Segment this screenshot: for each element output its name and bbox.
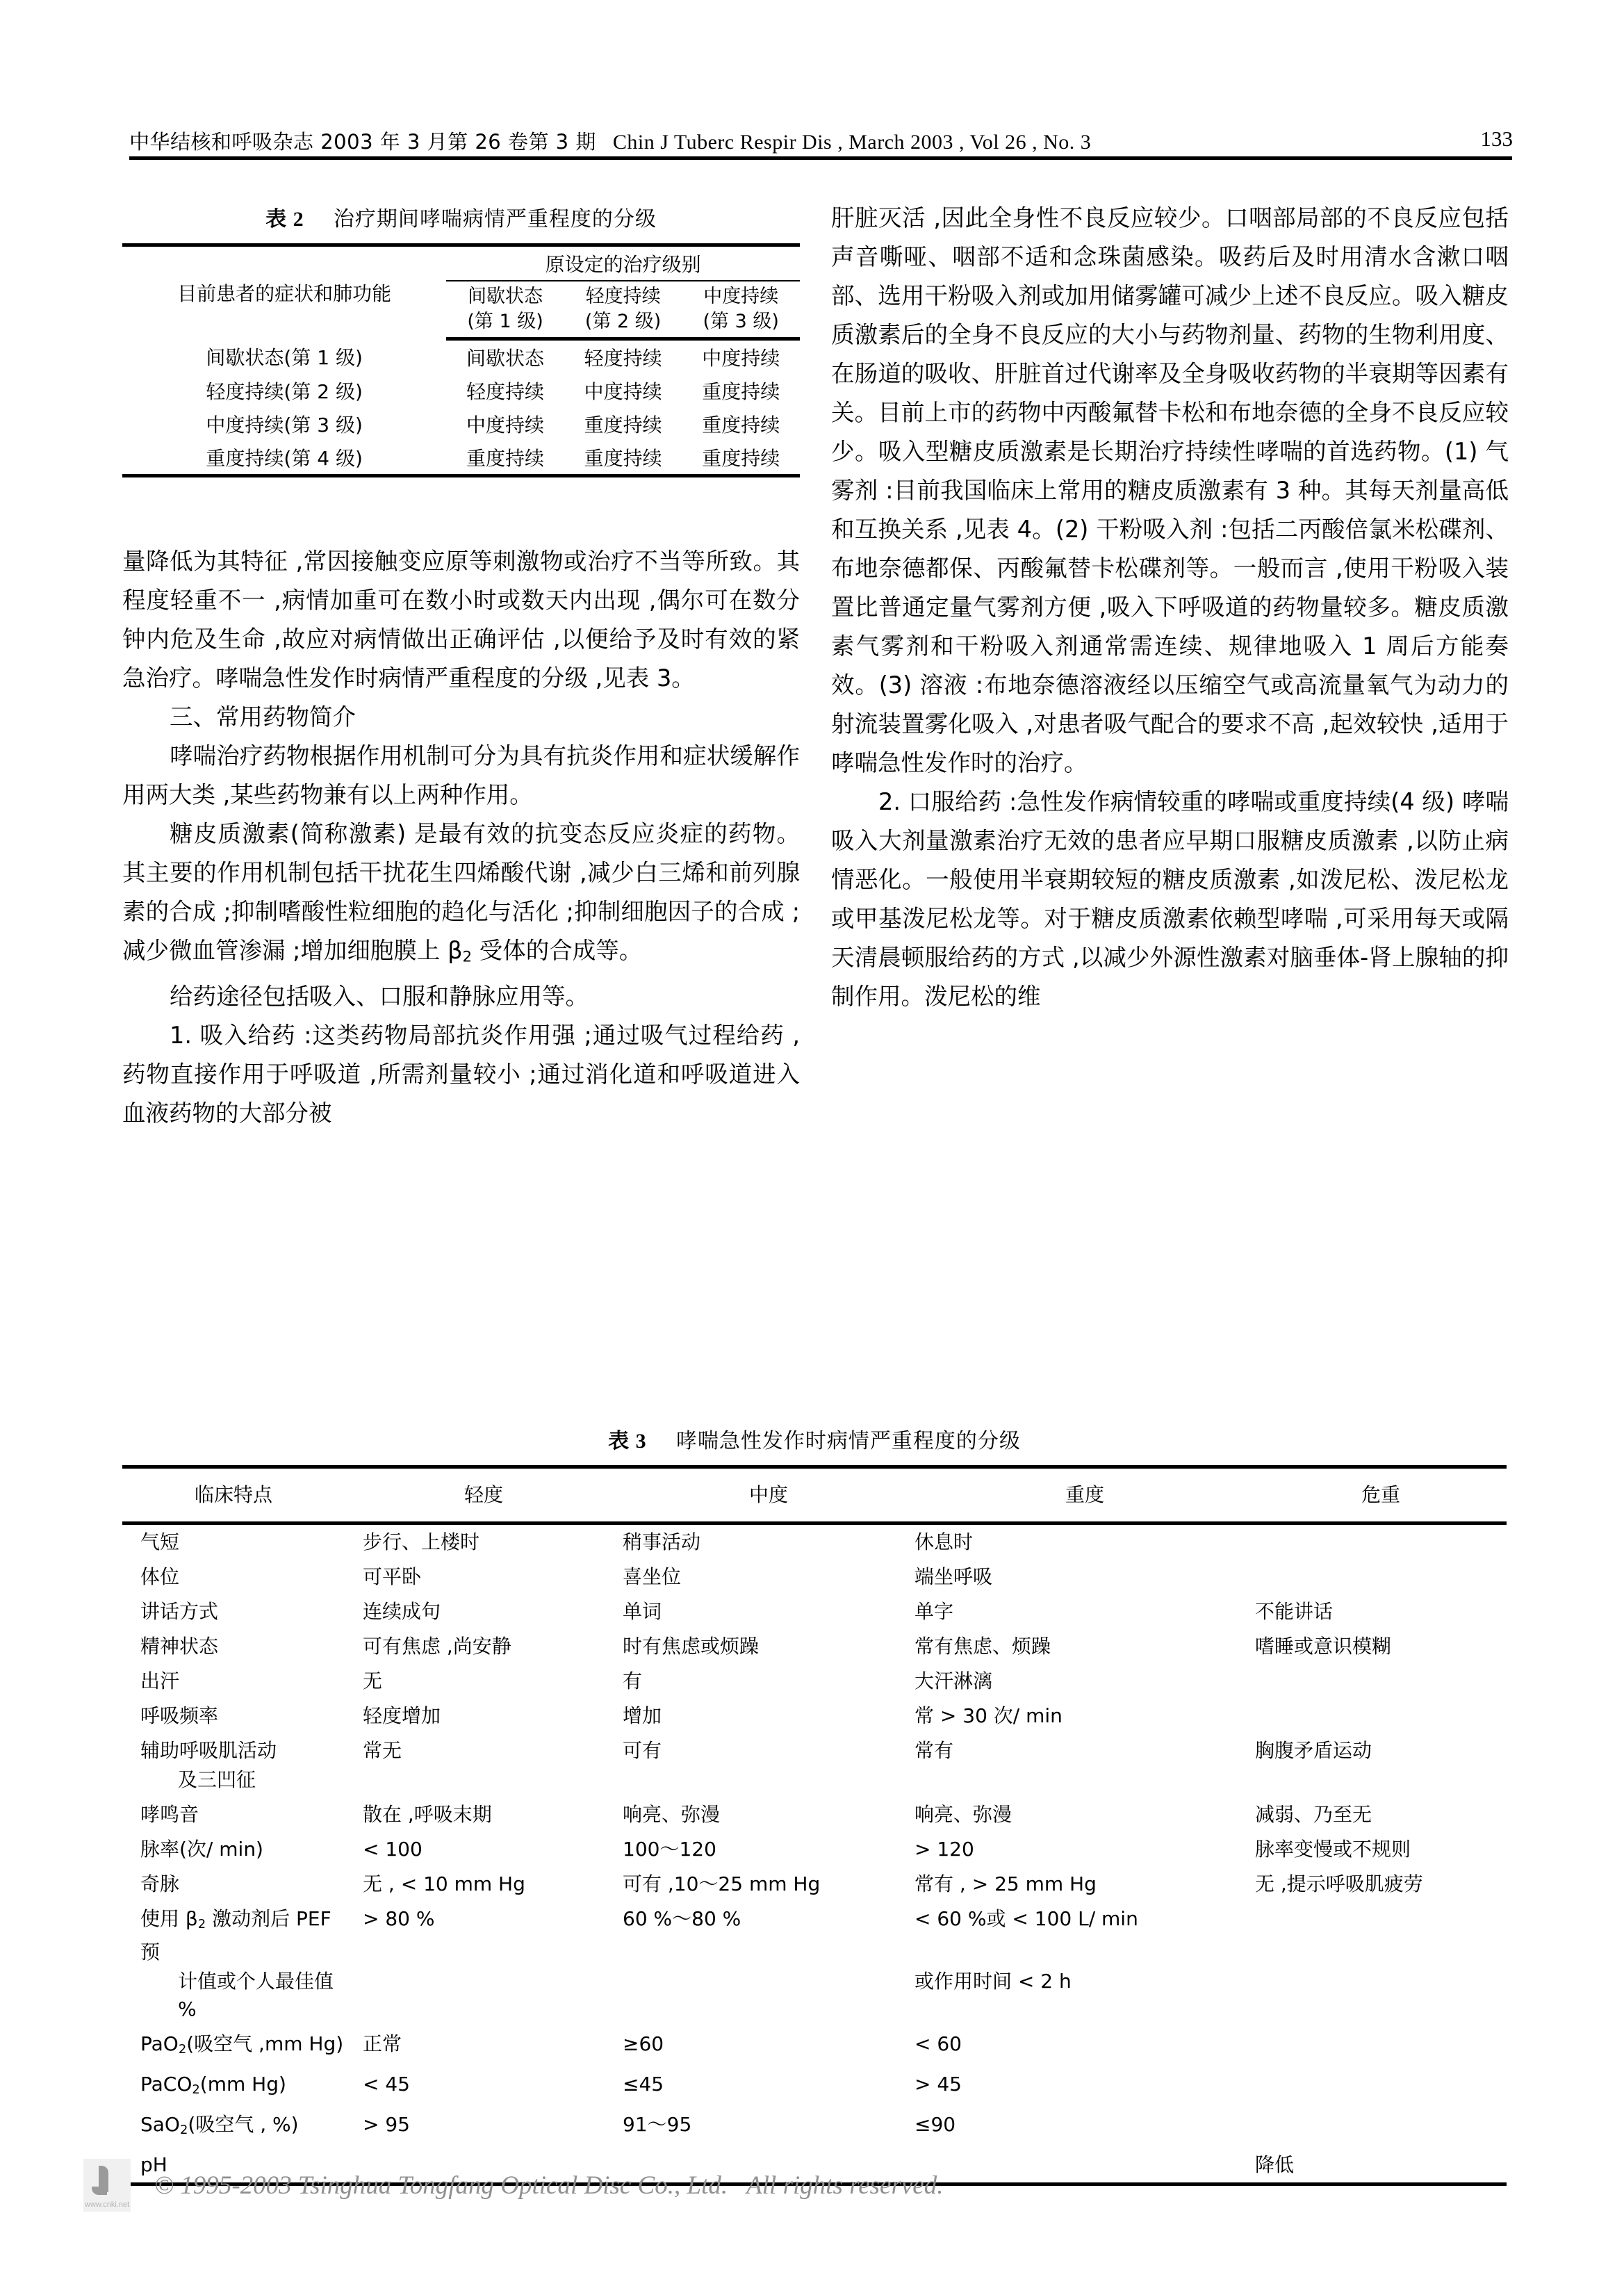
table2-r0-c2: 中度持续 xyxy=(702,347,780,370)
cnki-logo-icon xyxy=(83,2159,131,2212)
table3-r6-moderate: 可有 xyxy=(623,1739,662,1762)
table3-r5-mild: 轻度增加 xyxy=(363,1704,441,1727)
running-head-journal xyxy=(129,126,1091,155)
table3-r14-critical: 降低 xyxy=(1255,2148,1507,2185)
paragraph-left-1: 量降低为其特征 ,常因接触变应原等刺激物或治疗不当等所致。其程度轻重不一 ,病情加重可在数小时或数天内出现 ,偶尔可在数分钟内危及生命 ,故应对病情做出正确评估 ,以便给予及时有效的紧急治疗。哮喘急性发作时病情严重程度的分级 ,见表 3。 xyxy=(122,548,800,692)
paragraph-left-4-a: 糖皮质激素(简称激素) 是最有效的抗变态反应炎症的药物。其主要的作用机制包括干扰花生四烯酸代谢 ,减少白三烯和前列腺素的合成 ;抑制嗜酸性粒细胞的趋化与活化 ;抑制细胞因子的合成 ;减少微血管渗漏 ;增加细胞膜上 β xyxy=(122,820,800,964)
table-row xyxy=(122,1699,1507,1733)
table3-r10-critical xyxy=(1255,1902,1507,1968)
table-row xyxy=(122,1629,1507,1664)
table2-group-header: 原设定的治疗级别 xyxy=(446,245,800,281)
table3-r13-moderate: 91～95 xyxy=(623,2112,692,2136)
table-row-continuation xyxy=(122,1766,1507,1797)
table3-r1-severe: 端坐呼吸 xyxy=(914,1565,993,1588)
table3-r2-severe: 单字 xyxy=(914,1600,954,1623)
table3-block xyxy=(122,1423,1507,2186)
copyright-text: © 1995-2003 Tsinghua Tongfang Optical Disc Co., Ltd. All rights reserved. xyxy=(154,2171,944,2200)
table3-r9-critical: 无 ,提示呼吸肌疲劳 xyxy=(1255,1872,1423,1895)
table3-r13-mild: > 95 xyxy=(363,2112,410,2136)
table2-caption-label: 表 2 xyxy=(265,208,304,231)
section-heading-common-drugs: 三、常用药物简介 xyxy=(170,703,356,730)
table-row xyxy=(122,2027,1507,2067)
table3-r1-mild: 可平卧 xyxy=(363,1565,422,1588)
table3-body xyxy=(122,1524,1507,2185)
table2 xyxy=(122,243,800,477)
table3-r0-moderate: 稍事活动 xyxy=(623,1530,701,1553)
table3-r6-blank-4 xyxy=(1255,1766,1507,1797)
table3-r7-moderate: 响亮、弥漫 xyxy=(623,1803,721,1826)
table3-r10-feature-cont: 计值或个人最佳值 % xyxy=(178,1969,334,2020)
table3-r10-feature: 使用 $\beta_2$ 激动剂后 PEF 预 xyxy=(140,1907,331,1963)
table2-r3-c1: 重度持续 xyxy=(564,441,682,476)
table-row xyxy=(122,1733,1507,1766)
table3-r11-moderate: ≥60 xyxy=(623,2032,664,2055)
table3-r6-mild: 常无 xyxy=(363,1739,402,1762)
table3-r14-severe xyxy=(914,2148,1255,2185)
table2-r3-c0: 重度持续 xyxy=(446,441,564,476)
body-column-left xyxy=(122,542,800,1133)
table3-r6-severe: 常有 xyxy=(914,1739,954,1762)
running-head-journal-cn: 中华结核和呼吸杂志 2003 年 3 月第 26 卷第 3 期 xyxy=(129,130,596,154)
table3-r2-critical: 不能讲话 xyxy=(1255,1600,1334,1623)
table-row-continuation xyxy=(122,1968,1507,2027)
table3-r12-moderate: ≤45 xyxy=(623,2072,664,2096)
table3-caption-label: 表 3 xyxy=(608,1430,647,1453)
table2-r3-stub: 重度持续(第 4 级) xyxy=(122,441,446,476)
table-row xyxy=(122,339,800,375)
table3-r10-mild: > 80 % xyxy=(363,1907,435,1930)
table3-r1-moderate: 喜坐位 xyxy=(623,1565,682,1588)
table3-r7-critical: 减弱、乃至无 xyxy=(1255,1803,1372,1826)
table3-r13-critical xyxy=(1255,2107,1507,2148)
table3-r4-severe: 大汗淋漓 xyxy=(914,1669,993,1692)
paragraph-left-4-b: 受体的合成等。 xyxy=(472,937,643,964)
table3-r2-feature: 讲话方式 xyxy=(140,1600,219,1623)
table-row xyxy=(122,1524,1507,1560)
table3-r8-feature: 脉率(次/ min) xyxy=(140,1838,263,1861)
table3-r8-moderate: 100～120 xyxy=(623,1838,716,1861)
table-row xyxy=(122,1902,1507,1968)
table3-r1-critical xyxy=(1255,1560,1507,1594)
table2-r2-c0: 中度持续 xyxy=(466,414,545,436)
table3-r3-mild: 可有焦虑 ,尚安静 xyxy=(363,1635,511,1658)
table2-r2-c1: 重度持续 xyxy=(584,414,662,436)
table3-header-3: 重度 xyxy=(914,1467,1255,1524)
table-row xyxy=(122,1832,1507,1867)
table2-r0-c1: 轻度持续 xyxy=(584,347,662,370)
table3-r12-severe: > 45 xyxy=(914,2072,962,2096)
paragraph-left-4 xyxy=(122,815,800,977)
table3-r5-feature: 呼吸频率 xyxy=(140,1704,219,1727)
table-row xyxy=(122,1664,1507,1699)
table2-col-header-2: 中度持续 (第 3 级) xyxy=(682,281,800,339)
table3-r12-critical xyxy=(1255,2067,1507,2107)
paragraph-right-1: 肝脏灭活 ,因此全身性不良反应较少。口咽部局部的不良反应包括声音嘶哑、咽部不适和念珠菌感染。吸药后及时用清水含漱口咽部、选用干粉吸入剂或加用储雾罐可减少上述不良反应。吸入糖皮质激素后的全身不良反应的大小与药物剂量、药物的生物利用度、在肠道的吸收、肝脏首过代谢率及全身吸收药物的半衰期等因素有关。目前上市的药物中丙酸氟替卡松和布地奈德的全身不良反应较少。吸入型糖皮质激素是长期治疗持续性哮喘的首选药物。(1) 气雾剂 :目前我国临床上常用的糖皮质激素有 3 种。其每天剂量高低和互换关系 ,见表 4。(2) 干粉吸入剂 :包括二丙酸倍氯米松碟剂、布地奈德都保、丙酸氟替卡松碟剂等。一般而言 ,使用干粉吸入装置比普通定量气雾剂方便 ,吸入下呼吸道的药物量较多。糖皮质激素气雾剂和干粉吸入剂通常需连续、规律地吸入 1 周后方能奏效。(3) 溶液 :布地奈德溶液经以压缩空气或高流量氧气为动力的射流装置雾化吸入 ,对患者吸气配合的要求不高 ,起效较快 ,适用于哮喘急性发作时的治疗。 xyxy=(831,204,1509,776)
table3-r3-feature: 精神状态 xyxy=(140,1635,219,1658)
table3-r6-blank-2 xyxy=(623,1766,914,1797)
table-row xyxy=(122,1594,1507,1629)
table3-r9-feature: 奇脉 xyxy=(140,1872,180,1895)
table3-r6-feature-cont: 及三凹征 xyxy=(178,1768,256,1791)
beta2-subscript: 2 xyxy=(197,1916,206,1932)
table3-r6-blank-1 xyxy=(345,1766,623,1797)
beta2-subscript: 2 xyxy=(462,948,473,966)
table3-r7-mild: 散在 ,呼吸末期 xyxy=(363,1803,492,1826)
table3-r10-blank-1 xyxy=(345,1968,623,2027)
table3-r11-critical xyxy=(1255,2027,1507,2067)
table3-caption xyxy=(122,1423,1507,1454)
table2-col-header-0: 间歇状态 (第 1 级) xyxy=(446,281,564,339)
table3-r6-critical: 胸腹矛盾运动 xyxy=(1255,1739,1372,1762)
table3-r14-feature: pH xyxy=(122,2148,345,2185)
table2-r3-c2: 重度持续 xyxy=(682,441,800,476)
table2-caption-text: 治疗期间哮喘病情严重程度的分级 xyxy=(333,207,657,231)
table2-r0-c0: 间歇状态 xyxy=(466,347,545,370)
table-row xyxy=(122,1560,1507,1594)
table3-r5-severe: 常 > 30 次/ min xyxy=(914,1704,1063,1727)
table3-r13-feature: SaO$_2$(吸空气 , %) xyxy=(140,2112,299,2137)
table3-r9-moderate: 可有 ,10～25 mm Hg xyxy=(623,1872,821,1895)
table2-r0-stub: 间歇状态(第 1 级) xyxy=(206,345,363,369)
table3-head xyxy=(122,1467,1507,1524)
table3-r8-mild: < 100 xyxy=(363,1838,423,1861)
table3-r5-moderate: 增加 xyxy=(623,1704,662,1727)
table-row xyxy=(122,2107,1507,2148)
page-number: 133 xyxy=(1480,126,1513,151)
table3-r6-blank-3 xyxy=(914,1766,1255,1797)
table3-r12-mild: < 45 xyxy=(363,2072,410,2096)
table2-group-header-row xyxy=(122,245,800,281)
paragraph-right-2: 2. 口服给药 :急性发作病情较重的哮喘或重度持续(4 级) 哮喘吸入大剂量激素治疗无效的患者应早期口服糖皮质激素 ,以防止病情恶化。一般使用半衰期较短的糖皮质激素 ,如泼尼松、泼尼松龙或甲基泼尼松龙等。对于糖皮质激素依赖型哮喘 ,可采用每天或隔天清晨顿服给药的方式 ,以减少外源性激素对脑垂体-肾上腺轴的抑制作用。泼尼松的维 xyxy=(831,788,1509,1010)
cnki-logo-domain: www.cnki.net xyxy=(85,2200,130,2209)
table3-r10-blank-2 xyxy=(623,1968,914,2027)
table2-r1-c1: 中度持续 xyxy=(584,380,662,403)
table2-body xyxy=(122,339,800,476)
table3-r3-moderate: 时有焦虑或烦躁 xyxy=(623,1635,760,1658)
table2-col-header-1: 轻度持续 (第 2 级) xyxy=(564,281,682,339)
table2-head xyxy=(122,245,800,339)
table2-r2-c2: 重度持续 xyxy=(702,414,780,436)
table-row xyxy=(122,2067,1507,2107)
table3-r9-mild: 无 , < 10 mm Hg xyxy=(363,1872,525,1895)
table3-header-row xyxy=(122,1467,1507,1524)
table2-stub-header: 目前患者的症状和肺功能 xyxy=(122,245,446,339)
table3-r4-feature: 出汗 xyxy=(140,1669,180,1692)
cnki-hook-shape xyxy=(99,2166,108,2192)
table3-r10-severe: < 60 %或 < 100 L/ min xyxy=(914,1907,1138,1930)
table2-block xyxy=(122,202,800,477)
running-head-journal-en: Chin J Tuberc Respir Dis , March 2003 , Vol 26 , No. 3 xyxy=(612,131,1092,154)
table3-r1-feature: 体位 xyxy=(140,1565,180,1588)
table3-r4-mild: 无 xyxy=(363,1669,383,1692)
table2-r2-stub: 中度持续(第 3 级) xyxy=(206,414,363,436)
table3-r0-mild: 步行、上楼时 xyxy=(363,1530,480,1553)
table3-r0-severe: 休息时 xyxy=(914,1530,974,1553)
table3-r4-critical xyxy=(1255,1664,1507,1699)
table3-r4-moderate: 有 xyxy=(623,1669,643,1692)
table3-header-2: 中度 xyxy=(623,1467,914,1524)
table3-r9-severe: 常有 , > 25 mm Hg xyxy=(914,1872,1097,1895)
table2-r1-c2: 重度持续 xyxy=(702,380,780,403)
table3-header-0: 临床特点 xyxy=(122,1467,345,1524)
table3-r10-moderate: 60 %～80 % xyxy=(623,1907,741,1930)
running-head xyxy=(129,122,1512,160)
page-footer xyxy=(83,2159,943,2212)
table3-r11-feature: PaO$_2$(吸空气 ,mm Hg) xyxy=(140,2032,344,2057)
table3-caption-text: 哮喘急性发作时病情严重程度的分级 xyxy=(675,1429,1021,1453)
table3-header-4: 危重 xyxy=(1255,1467,1507,1524)
table3-r0-feature: 气短 xyxy=(140,1530,180,1553)
body-column-right xyxy=(831,199,1509,1016)
table3-r8-severe: > 120 xyxy=(914,1838,974,1861)
table3-r7-feature: 哮鸣音 xyxy=(140,1803,199,1826)
table-row xyxy=(122,374,800,407)
table2-caption xyxy=(122,202,800,232)
table3-r12-feature: PaCO$_2$(mm Hg) xyxy=(140,2072,286,2097)
table3-r10-blank-4 xyxy=(1255,1968,1507,2027)
table3-r11-severe: < 60 xyxy=(914,2032,962,2055)
paragraph-left-3: 哮喘治疗药物根据作用机制可分为具有抗炎作用和症状缓解作用两大类 ,某些药物兼有以上两种作用。 xyxy=(122,742,800,808)
table3-r3-severe: 常有焦虑、烦躁 xyxy=(914,1635,1051,1658)
paragraph-left-6: 1. 吸入给药 :这类药物局部抗炎作用强 ;通过吸气过程给药 ,药物直接作用于呼吸道 ,所需剂量较小 ;通过消化道和呼吸道进入血液药物的大部分被 xyxy=(122,1021,800,1127)
table-row xyxy=(122,441,800,476)
table2-r1-c0: 轻度持续 xyxy=(466,380,545,403)
table-row xyxy=(122,407,800,441)
table3-r7-severe: 响亮、弥漫 xyxy=(914,1803,1012,1826)
table3-r13-severe: ≤90 xyxy=(914,2112,956,2136)
table3-r11-mild: 正常 xyxy=(363,2032,402,2055)
table3-r10-severe-cont: 或作用时间 < 2 h xyxy=(914,1969,1072,1993)
table3 xyxy=(122,1465,1507,2186)
table3-r8-critical: 脉率变慢或不规则 xyxy=(1255,1838,1411,1861)
table3-header-1: 轻度 xyxy=(345,1467,623,1524)
table-row xyxy=(122,1797,1507,1832)
table3-r2-mild: 连续成句 xyxy=(363,1600,441,1623)
table3-r2-moderate: 单词 xyxy=(623,1600,662,1623)
table3-r0-critical xyxy=(1255,1524,1507,1560)
table2-r1-stub: 轻度持续(第 2 级) xyxy=(206,380,363,403)
table3-r3-critical: 嗜睡或意识模糊 xyxy=(1255,1635,1392,1658)
paragraph-left-5: 给药途径包括吸入、口服和静脉应用等。 xyxy=(170,982,589,1010)
table3-r5-critical xyxy=(1255,1699,1507,1733)
table3-r6-feature: 辅助呼吸肌活动 xyxy=(140,1739,277,1762)
table-row xyxy=(122,1867,1507,1902)
